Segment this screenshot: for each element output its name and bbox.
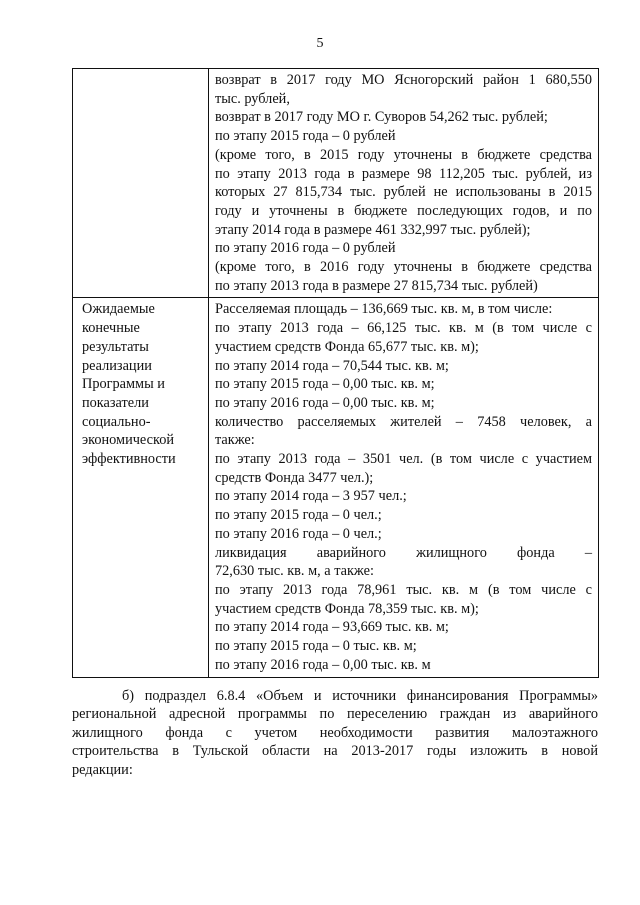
table-text-line: которых 27 815,734 тыс. рублей не использованы в 2015 <box>215 184 592 201</box>
table-text-line: по этапу 2014 года – 3 957 чел.; <box>215 488 407 505</box>
amendment-paragraph <box>72 687 598 779</box>
table-text-line: количество расселяемых жителей – 7458 человек, а <box>215 413 592 430</box>
paragraph-line: региональной адресной программы по переселению граждан из аварийного <box>72 706 598 723</box>
table-text-line: тыс. рублей, <box>215 90 290 107</box>
table-text-line: 72,630 тыс. кв. м, а также: <box>215 563 374 580</box>
table-text-line: по этапу 2013 года 78,961 тыс. кв. м (в том числе с <box>215 581 592 598</box>
table-text-line: возврат в 2017 году МО г. Суворов 54,262 тыс. рублей; <box>215 109 548 126</box>
row-label-line: Программы и <box>82 376 165 393</box>
table-text-line: по этапу 2016 года – 0,00 тыс. кв. м; <box>215 394 435 411</box>
table-text-line: также: <box>215 432 255 449</box>
table-text-line: участием средств Фонда 78,359 тыс. кв. м); <box>215 600 479 617</box>
row2-label-cell <box>73 298 209 677</box>
table-text-line: по этапу 2014 года – 93,669 тыс. кв. м; <box>215 619 449 636</box>
table-text-line: по этапу 2013 года в размере 98 112,205 тыс. рублей, из <box>215 165 592 182</box>
row1-content-cell <box>209 69 599 298</box>
table-text-line: средств Фонда 3477 чел.); <box>215 469 374 486</box>
table-text-line: по этапу 2015 года – 0 чел.; <box>215 507 382 524</box>
row-label-line: Ожидаемые <box>82 301 155 318</box>
paragraph-line: редакции: <box>72 761 133 778</box>
table-text-line: участием средств Фонда 65,677 тыс. кв. м); <box>215 338 479 355</box>
page-number: 5 <box>316 36 324 51</box>
row-label-line: эффективности <box>82 451 176 468</box>
row-label-line: конечные <box>82 320 140 337</box>
table-row-expected-results <box>73 298 599 677</box>
row-label-line: экономической <box>82 432 174 449</box>
table-text-line: по этапу 2016 года – 0 чел.; <box>215 525 382 542</box>
table-text-line: по этапу 2015 года – 0,00 тыс. кв. м; <box>215 376 435 393</box>
table-text-line: по этапу 2014 года – 70,544 тыс. кв. м; <box>215 357 449 374</box>
paragraph-line: строительства в Тульской области на 2013-2017 годы изложить в новой <box>72 743 598 760</box>
table-text-line: по этапу 2016 года – 0 рублей <box>215 240 396 257</box>
table-row-funding-continuation <box>73 69 599 298</box>
row-label-line: результаты <box>82 338 149 355</box>
table-text-line: (кроме того, в 2015 году уточнены в бюджете средства <box>215 146 592 163</box>
table-text-line: по этапу 2013 года – 66,125 тыс. кв. м (в том числе с <box>215 320 592 337</box>
table-text-line: Расселяемая площадь – 136,669 тыс. кв. м, в том числе: <box>215 301 553 318</box>
row1-label-cell <box>73 69 209 298</box>
table-text-line: году и уточнены в бюджете последующих годов, и по <box>215 202 592 219</box>
table-text-line: по этапу 2016 года – 0,00 тыс. кв. м <box>215 656 431 673</box>
row-label-line: социально- <box>82 413 151 430</box>
table-text-line: возврат в 2017 году МО Ясногорский район 1 680,550 <box>215 72 592 88</box>
table-text-line: по этапу 2013 года в размере 27 815,734 тыс. рублей) <box>215 277 538 294</box>
table-text-line: по этапу 2015 года – 0 рублей <box>215 128 396 145</box>
table-text-line: по этапу 2013 года – 3501 чел. (в том числе с участием <box>215 451 592 468</box>
row-label-line: показатели <box>82 394 149 411</box>
table-text-line: по этапу 2015 года – 0 тыс. кв. м; <box>215 638 417 655</box>
program-passport-table <box>72 68 599 678</box>
paragraph-line: жилищного фонда с учетом необходимости развития малоэтажного <box>72 724 598 741</box>
paragraph-line: б) подраздел 6.8.4 «Объем и источники финансирования Программы» <box>122 688 598 704</box>
table-text-line: этапу 2014 года в размере 461 332,997 тыс. рублей); <box>215 221 531 238</box>
row-label-line: реализации <box>82 357 152 374</box>
table-text-line: (кроме того, в 2016 году уточнены в бюджете средства <box>215 259 592 276</box>
table-text-line: ликвидация аварийного жилищного фонда – <box>215 544 592 561</box>
row2-content-cell <box>209 298 599 677</box>
